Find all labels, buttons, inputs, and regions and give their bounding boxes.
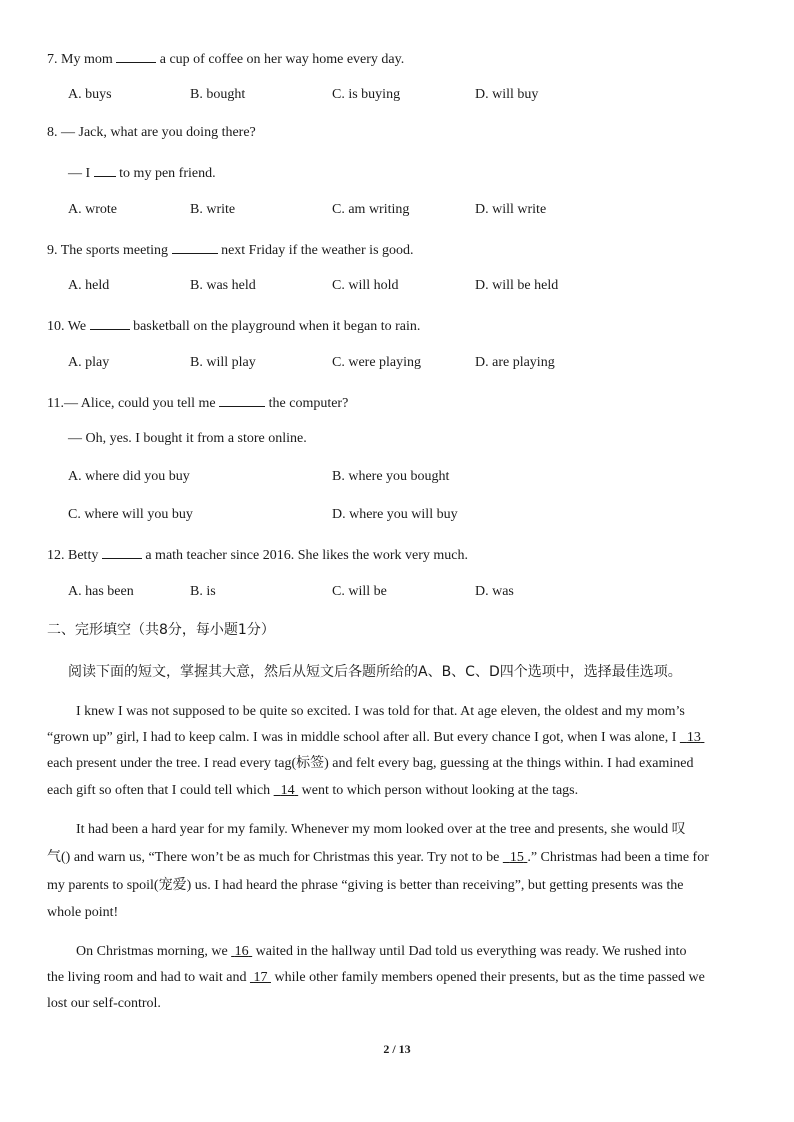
question-9-stem — [47, 239, 414, 260]
blank-number: 15 — [509, 850, 524, 865]
option-d: D. will be held — [475, 278, 559, 293]
option-c: C. is buying — [332, 87, 401, 102]
question-10-stem — [47, 315, 420, 336]
stem-text: 7. My mom — [47, 52, 117, 67]
option-c: C. am writing — [332, 202, 410, 217]
blank-number: 17 — [253, 970, 268, 985]
option-b: B. was held — [190, 278, 256, 293]
passage-p3-line2 — [47, 965, 705, 991]
reply-text: to my pen friend. — [115, 166, 216, 181]
cloze-blank-13 — [680, 730, 705, 745]
passage-text: each gift so often that I could tell which — [47, 783, 274, 798]
stem-text: the computer? — [265, 396, 349, 411]
option-b: B. will play — [190, 355, 256, 370]
option-a: A. has been — [68, 584, 134, 599]
section-title: 二、完形填空（共8分，每小题1分） — [47, 622, 275, 638]
answer-blank — [102, 544, 142, 559]
blank-number: 13 — [686, 730, 701, 745]
stem-text: 10. We — [47, 319, 90, 334]
option-b: B. write — [190, 202, 236, 217]
stem-text: a cup of coffee on her way home every day. — [156, 52, 405, 67]
question-11-reply: — Oh, yes. I bought it from a store online. — [68, 431, 307, 446]
passage-p1-line2 — [47, 725, 704, 751]
blank-number: 14 — [280, 783, 295, 798]
passage-text: went to which person without looking at the tags. — [298, 783, 579, 798]
answer-blank — [94, 162, 116, 177]
answer-blank — [116, 48, 156, 63]
option-a: A. where did you buy — [68, 469, 190, 484]
passage-p2-line2 — [47, 845, 709, 871]
passage-p1-line4 — [47, 778, 578, 804]
page-number: 2 / 13 — [383, 1042, 411, 1056]
passage-text: 气() and warn us, “There won’t be as much for Christmas this year. Try not to be — [47, 850, 503, 865]
option-d: D. will buy — [475, 87, 539, 102]
blank-number: 16 — [234, 944, 249, 959]
option-b: B. bought — [190, 87, 246, 102]
question-11-stem — [47, 392, 348, 413]
answer-blank — [172, 239, 218, 254]
option-c: C. where will you buy — [68, 507, 193, 522]
cloze-blank-14 — [274, 783, 299, 798]
option-d: D. are playing — [475, 355, 555, 370]
option-d: D. will write — [475, 202, 547, 217]
stem-text: basketball on the playground when it began to rain. — [129, 319, 421, 334]
stem-text: 12. Betty — [47, 548, 102, 563]
option-b: B. is — [190, 584, 216, 599]
option-b: B. where you bought — [332, 469, 450, 484]
option-a: A. wrote — [68, 202, 117, 217]
option-d: D. where you will buy — [332, 507, 458, 522]
option-c: C. were playing — [332, 355, 422, 370]
stem-text: 9. The sports meeting — [47, 243, 172, 258]
passage-text: while other family members opened their presents, but as the time passed we — [270, 970, 705, 985]
option-d: D. was — [475, 584, 514, 599]
question-12-stem — [47, 544, 468, 565]
cloze-blank-17 — [250, 970, 271, 985]
stem-text: a math teacher since 2016. She likes the work very much. — [141, 548, 469, 563]
passage-p1-line1: I knew I was not supposed to be quite so excited. I was told for that. At age eleven, the oldest and my mom’s — [76, 704, 685, 719]
cloze-blank-15 — [503, 850, 528, 865]
passage-text: the living room and had to wait and — [47, 970, 250, 985]
reply-text: — I — [68, 166, 94, 181]
option-a: A. held — [68, 278, 110, 293]
passage-text: “grown up” girl, I had to keep calm. I was in middle school after all. But every chance I got, when I was alone, I — [47, 730, 680, 745]
passage-p1-line3: each present under the tree. I read every tag(标签) and felt every bag, guessing at the things within. I had examined — [47, 756, 694, 771]
passage-p2-line1: It had been a hard year for my family. Whenever my mom looked over at the tree and presents, she would 叹 — [76, 822, 686, 837]
answer-blank — [90, 315, 130, 330]
option-c: C. will be — [332, 584, 387, 599]
question-8-stem: 8. — Jack, what are you doing there? — [47, 125, 256, 140]
question-8-reply — [68, 162, 216, 183]
passage-text: .” Christmas had been a time for — [527, 850, 709, 865]
passage-text: waited in the hallway until Dad told us everything was ready. We rushed into — [252, 944, 687, 959]
option-a: A. buys — [68, 87, 112, 102]
question-7-stem — [47, 48, 404, 69]
section-instruction: 阅读下面的短文，掌握其大意，然后从短文后各题所给的A、B、C、D四个选项中，选择最佳选项。 — [68, 664, 682, 680]
answer-blank — [219, 392, 265, 407]
passage-p2-line4: whole point! — [47, 905, 119, 920]
passage-p3-line3: lost our self-control. — [47, 996, 161, 1011]
stem-text: 11.— Alice, could you tell me — [47, 396, 220, 411]
cloze-blank-16 — [231, 944, 252, 959]
passage-text: On Christmas morning, we — [76, 944, 232, 959]
stem-text: next Friday if the weather is good. — [217, 243, 414, 258]
passage-p3-line1 — [76, 939, 686, 965]
option-c: C. will hold — [332, 278, 399, 293]
option-a: A. play — [68, 355, 110, 370]
passage-p2-line3: my parents to spoil(宠爱) us. I had heard the phrase “giving is better than receiving”, but getting presents was the — [47, 878, 684, 893]
